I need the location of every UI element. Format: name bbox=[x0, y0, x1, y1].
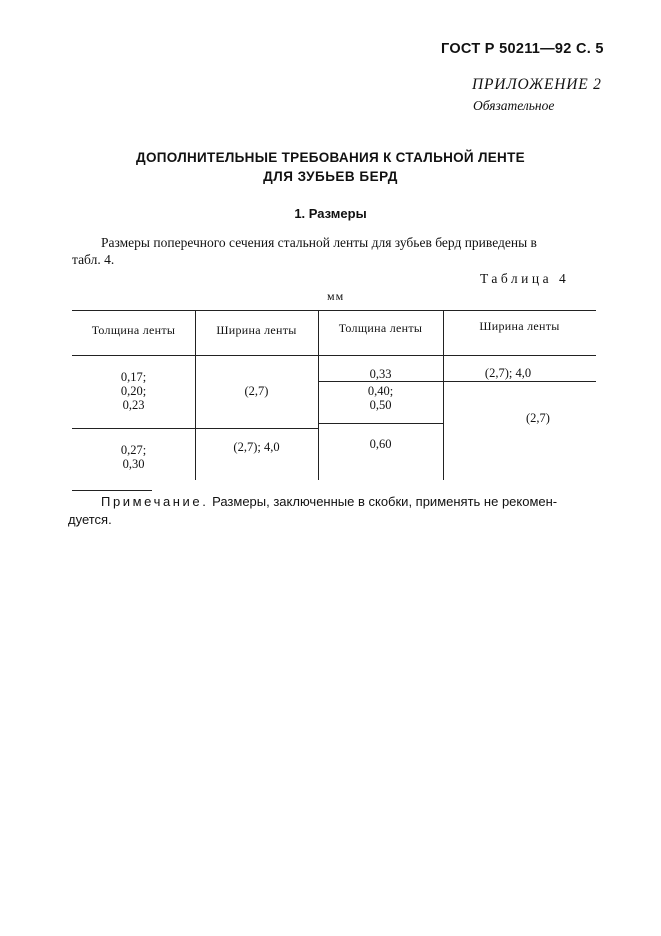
table-top-rule bbox=[72, 310, 596, 311]
appendix-status: Обязательное bbox=[473, 98, 555, 113]
cell-width-040-060: (2,7) bbox=[526, 411, 550, 425]
note-text: Размеры, заключенные в скобки, применять не рекомен- bbox=[212, 494, 558, 509]
left-group-rule bbox=[72, 428, 318, 429]
note-separator bbox=[72, 490, 152, 491]
header-width-2: Ширина ленты bbox=[479, 319, 560, 333]
paragraph-line-1: Размеры поперечного сечения стальной ленты для зубьев берд приведены в bbox=[101, 235, 537, 250]
document-header: ГОСТ Р 50211—92 С. 5 bbox=[441, 41, 604, 57]
note-label: Примечание. bbox=[101, 494, 209, 509]
cell-width-group-1: (2,7) bbox=[244, 384, 269, 398]
header-thickness-2: Толщина ленты bbox=[338, 321, 423, 335]
table-unit: мм bbox=[327, 289, 345, 303]
cell-thickness-020: 0,20; bbox=[120, 384, 147, 398]
cell-thickness-017: 0,17; bbox=[120, 370, 147, 384]
cell-thickness-040: 0,40; bbox=[367, 384, 394, 398]
cell-width-group-2: (2,7); 4,0 bbox=[233, 440, 280, 454]
column-divider-3 bbox=[443, 310, 444, 480]
section-heading: 1. Размеры bbox=[294, 206, 367, 221]
cell-thickness-030: 0,30 bbox=[122, 457, 145, 471]
table-header-rule bbox=[72, 355, 596, 356]
page-title-line-1: ДОПОЛНИТЕЛЬНЫЕ ТРЕБОВАНИЯ К СТАЛЬНОЙ ЛЕНТЕ bbox=[136, 150, 525, 165]
table-caption: Таблица 4 bbox=[480, 271, 570, 286]
cell-thickness-023: 0,23 bbox=[122, 398, 145, 412]
header-thickness-1: Толщина ленты bbox=[91, 323, 176, 337]
cell-thickness-050: 0,50 bbox=[369, 398, 392, 412]
note bbox=[101, 494, 557, 509]
cell-width-033: (2,7); 4,0 bbox=[484, 366, 532, 380]
cell-thickness-027: 0,27; bbox=[120, 443, 147, 457]
page-title-line-2: ДЛЯ ЗУБЬЕВ БЕРД bbox=[263, 169, 398, 184]
cell-thickness-060: 0,60 bbox=[369, 437, 392, 451]
right-row-rule-2 bbox=[318, 423, 443, 424]
appendix-title: ПРИЛОЖЕНИЕ 2 bbox=[472, 76, 602, 93]
note-continuation: дуется. bbox=[68, 512, 112, 527]
header-width-1: Ширина ленты bbox=[216, 323, 297, 337]
paragraph-line-2: табл. 4. bbox=[72, 252, 115, 267]
cell-thickness-033: 0,33 bbox=[369, 367, 392, 381]
